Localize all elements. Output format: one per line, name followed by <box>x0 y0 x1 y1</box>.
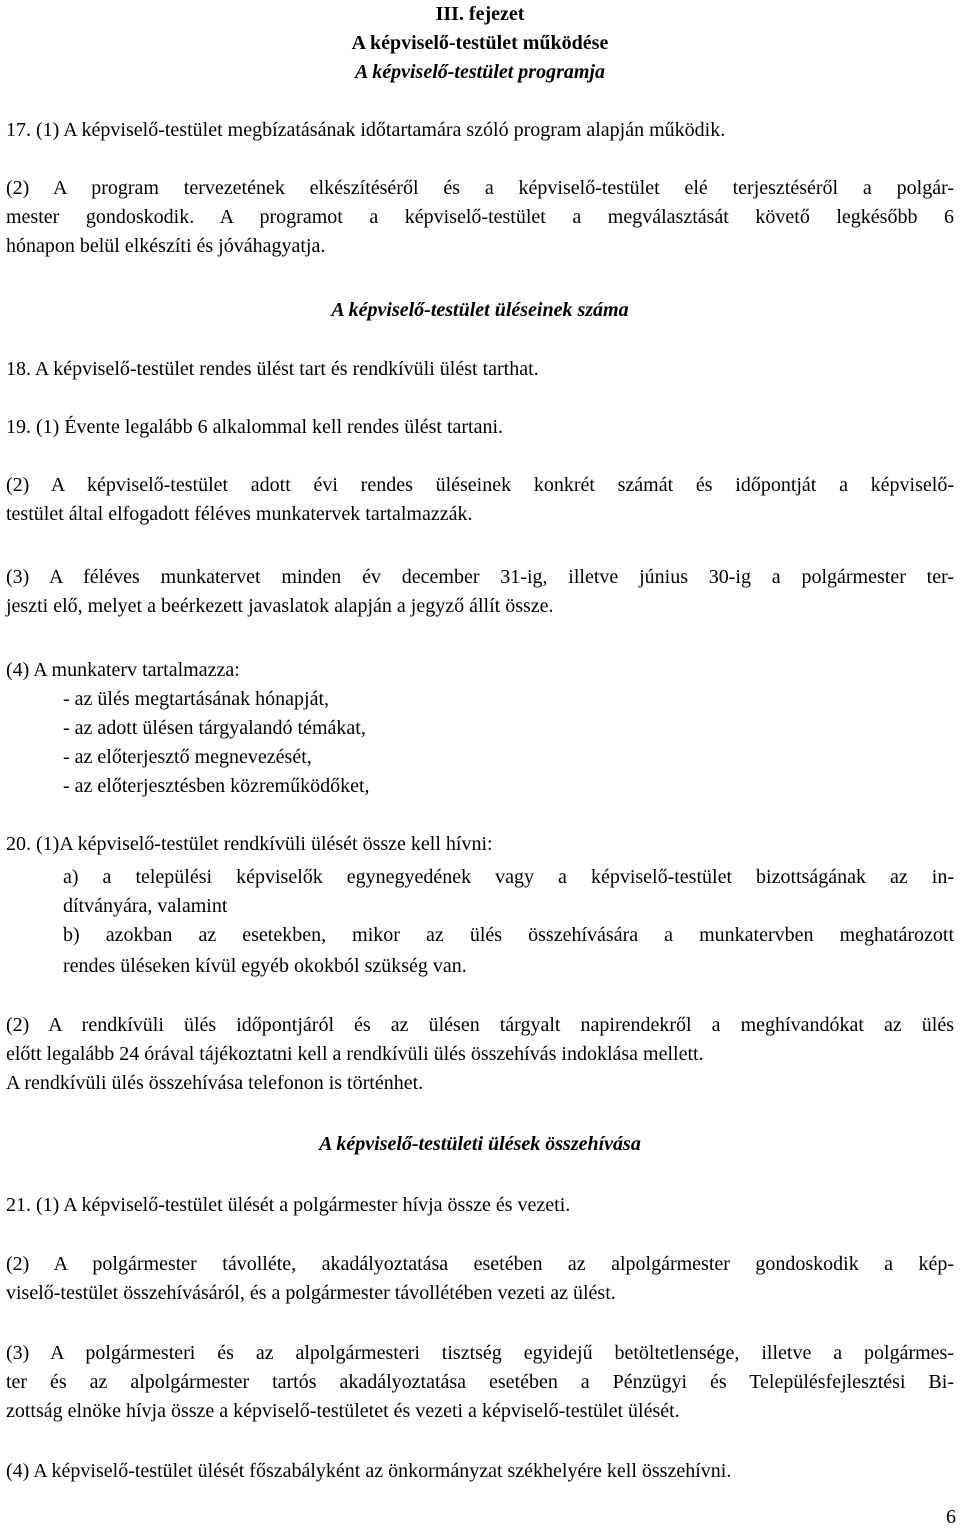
paragraph-19-3-line: (3) A féléves munkatervet minden év december 31-ig, illetve június 30-ig a polgármester ter- <box>6 566 954 588</box>
paragraph-20-b-line: b) azokban az esetekben, mikor az ülés összehívására a munkatervben meghatározott <box>63 924 954 946</box>
paragraph-20-a-line: dítványára, valamint <box>63 895 228 917</box>
paragraph-21-2-line: (2) A polgármester távolléte, akadályoztatása esetében az alpolgármester gondoskodik a kép- <box>6 1253 954 1275</box>
list-item: - az előterjesztő megnevezését, <box>63 746 312 768</box>
paragraph-17-2-line: hónapon belül elkészíti és jóváhagyatja. <box>6 235 326 257</box>
list-item: - az ülés megtartásának hónapját, <box>63 688 329 710</box>
paragraph-20-1: 20. (1)A képviselő-testület rendkívüli ülését össze kell hívni: <box>6 833 493 855</box>
paragraph-21-3-line: zottság elnöke hívja össze a képviselő-testületet és vezeti a képviselő-testület ülését. <box>6 1400 680 1422</box>
paragraph-21-3-line: (3) A polgármesteri és az alpolgármesteri tisztség egyidejű betöltetlensége, illetve a polgármes- <box>6 1342 954 1364</box>
section-subtitle: A képviselő-testület programja <box>355 61 605 83</box>
paragraph-19-1: 19. (1) Évente legalább 6 alkalommal kell rendes ülést tartani. <box>6 416 504 438</box>
subsection-heading: A képviselő-testület üléseinek száma <box>331 299 629 321</box>
paragraph-20-2-line: (2) A rendkívüli ülés időpontjáról és az ülésen tárgyalt napirendekről a meghívandókat az ülés <box>6 1014 954 1036</box>
paragraph-18: 18. A képviselő-testület rendes ülést tart és rendkívüli ülést tarthat. <box>6 358 539 380</box>
paragraph-17-1: 17. (1) A képviselő-testület megbízatásának időtartamára szóló program alapján működik. <box>6 119 726 141</box>
paragraph-20-2-line: előtt legalább 24 órával tájékoztatni kell a rendkívüli ülés összehívás indoklása mellett. <box>6 1043 704 1065</box>
paragraph-21-4: (4) A képviselő-testület ülését főszabályként az önkormányzat székhelyére kell összehívni. <box>6 1460 732 1482</box>
paragraph-19-2-line: (2) A képviselő-testület adott évi rendes üléseinek konkrét számát és időpontját a képviselő- <box>6 474 954 496</box>
paragraph-19-3-line: jeszti elő, melyet a beérkezett javaslatok alapján a jegyző állít össze. <box>6 595 554 617</box>
paragraph-17-2-line: (2) A program tervezetének elkészítéséről és a képviselő-testület elé terjesztéséről a polgár- <box>6 177 954 199</box>
chapter-title: A képviselő-testület működése <box>351 32 609 54</box>
paragraph-21-2-line: viselő-testület összehívásáról, és a polgármester távollétében vezeti az ülést. <box>6 1282 616 1304</box>
paragraph-19-4: (4) A munkaterv tartalmazza: <box>6 659 240 681</box>
chapter-heading: III. fejezet <box>435 3 525 25</box>
paragraph-20-b-line: rendes üléseken kívül egyéb okokból szükség van. <box>63 955 467 977</box>
page-number: 6 <box>946 1506 956 1528</box>
paragraph-21-3-line: ter és az alpolgármester tartós akadályoztatása esetében a Pénzügyi és Településfejlesztési Bi- <box>6 1371 954 1393</box>
paragraph-20-a-line: a) a települési képviselők egynegyedének vagy a képviselő-testület bizottságának az in- <box>63 866 954 888</box>
paragraph-21-1: 21. (1) A képviselő-testület ülését a polgármester hívja össze és vezeti. <box>6 1194 571 1216</box>
subsection-heading: A képviselő-testületi ülések összehívása <box>319 1133 641 1155</box>
list-item: - az előterjesztésben közreműködőket, <box>63 775 370 797</box>
paragraph-17-2-line: mester gondoskodik. A programot a képviselő-testület a megválasztását követő legkésőbb 6 <box>6 206 954 228</box>
paragraph-20-2-line: A rendkívüli ülés összehívása telefonon is történhet. <box>6 1072 424 1094</box>
list-item: - az adott ülésen tárgyalandó témákat, <box>63 717 366 739</box>
paragraph-19-2-line: testület által elfogadott féléves munkatervek tartalmazzák. <box>6 503 473 525</box>
